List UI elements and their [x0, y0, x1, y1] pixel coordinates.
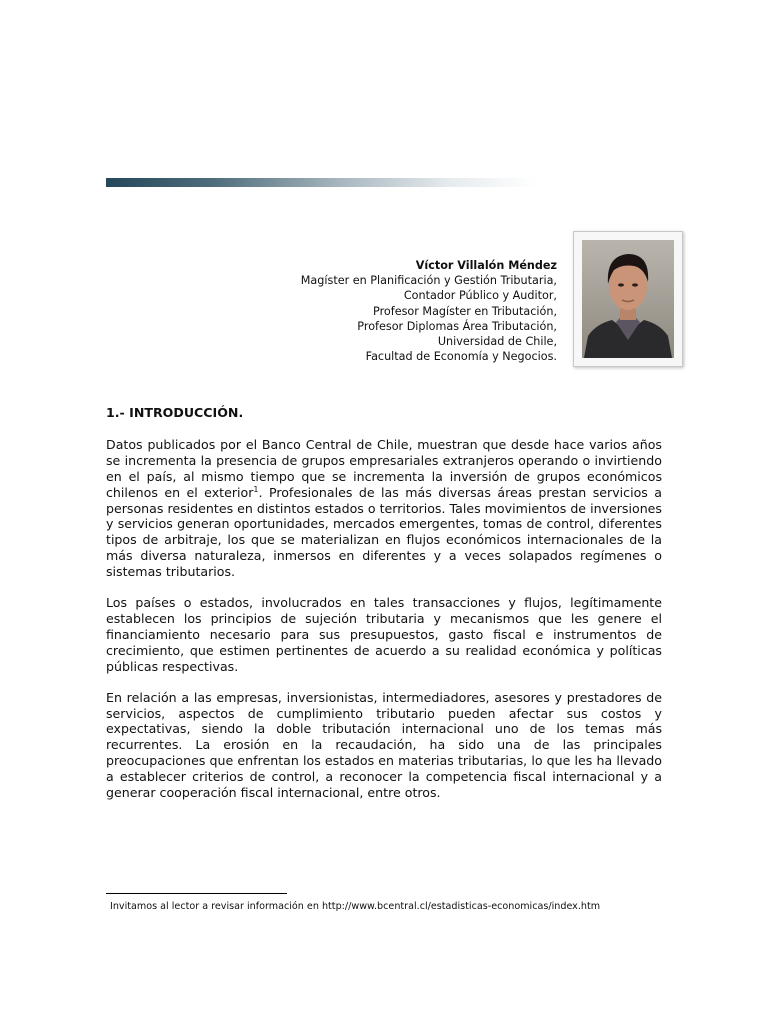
header-gradient-rule	[106, 178, 536, 187]
footnote: Invitamos al lector a revisar información en http://www.bcentral.cl/estadisticas-economicas/index.htm	[110, 901, 601, 912]
author-credential: Facultad de Economía y Negocios.	[365, 350, 557, 364]
author-portrait-image	[582, 240, 674, 358]
section-heading: 1.- INTRODUCCIÓN.	[106, 405, 244, 420]
paragraph-2: Los países o estados, involucrados en tales transacciones y flujos, legítimamente establecen los principios de sujeción tributaria y mecanismos que les genere el financiamiento necesario para sus presupuestos, gasto fiscal e instrumentos de crecimiento, que estimen pertinentes de acuerdo a su realidad económica y políticas públicas respectivas.	[106, 595, 662, 674]
author-credential: Profesor Diplomas Área Tributación,	[357, 319, 557, 333]
paragraph-1-text: Datos publicados por el Banco Central de Chile, muestran que desde hace varios años se incrementa la presencia de grupos empresariales extranjeros operando o invirtiendo en el país, al mismo tiempo que se incrementa la inversión de grupos económicos chilenos en el exterior	[106, 436, 662, 500]
author-credential: Magíster en Planificación y Gestión Tributaria,	[300, 274, 557, 288]
article-body	[106, 405, 662, 816]
paragraph-3: En relación a las empresas, inversionistas, intermediadores, asesores y prestadores de servicios, aspectos de cumplimiento tributario pueden afectar sus costos y expectativas, siendo la doble tributación internacional uno de los temas más recurrentes. La erosión en la recaudación, ha sido una de las principales preocupaciones que enfrentan los estados en materias tributarias, lo que les ha llevado a establecer criterios de control, a reconocer la competencia fiscal internacional y a generar cooperación fiscal internacional, entre otros.	[106, 689, 662, 801]
author-credential: Contador Público y Auditor,	[403, 289, 557, 303]
footnote-separator	[106, 893, 287, 894]
author-photo	[573, 231, 683, 367]
author-credential: Profesor Magíster en Tributación,	[373, 304, 557, 318]
paragraph-1	[106, 437, 662, 580]
paragraph-1-text-continued: . Profesionales de las más diversas áreas prestan servicios a personas residentes en distintos estados o territorios. Tales movimientos de inversiones y servicios generan oportunidades, mercados emergentes, tomas de control, diferentes tipos de arbitraje, los que se materializan en flujos económicos internacionales de la más diversa naturaleza, inmersos en diferentes y a veces solapados regímenes o sistemas tributarios.	[106, 484, 662, 580]
footnote-reference: 1	[253, 484, 259, 494]
author-block	[301, 258, 557, 364]
author-credential: Universidad de Chile,	[437, 335, 557, 349]
author-name: Víctor Villalón Méndez	[415, 259, 557, 272]
